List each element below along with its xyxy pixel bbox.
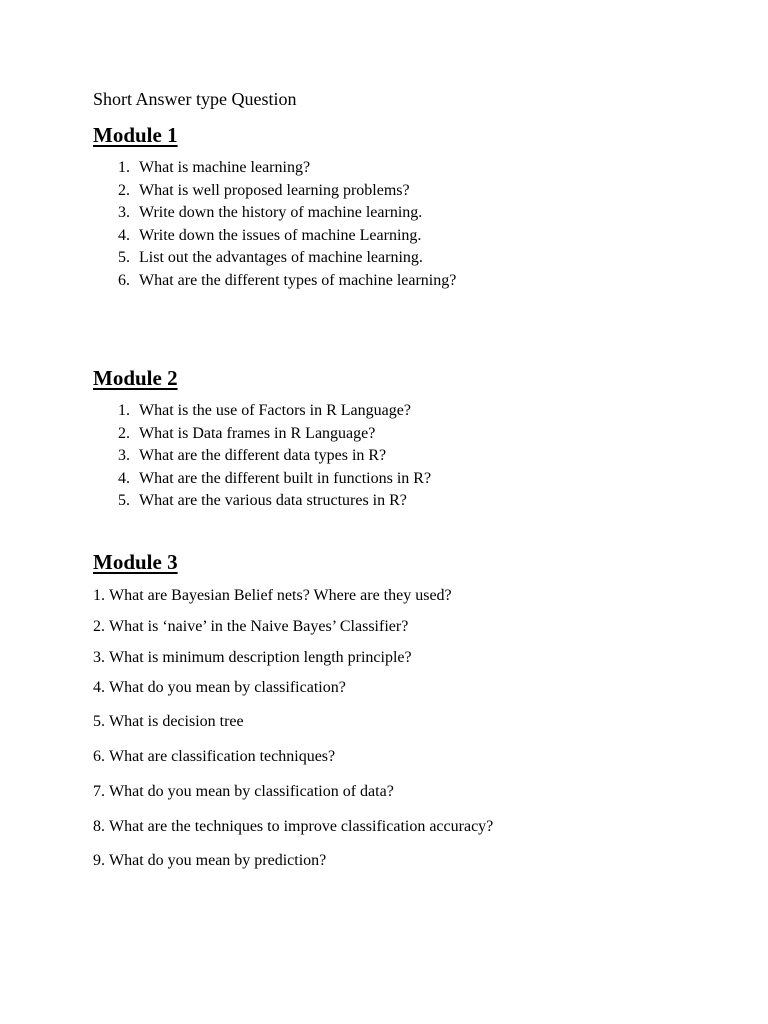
list-item bbox=[93, 747, 335, 767]
question-text: What is well proposed learning problems? bbox=[139, 181, 410, 199]
module-1-heading: Module 1 bbox=[93, 123, 178, 147]
document-title: Short Answer type Question bbox=[93, 89, 297, 109]
question-number: 3. bbox=[118, 204, 130, 222]
list-item bbox=[93, 817, 493, 837]
question-text: What are the different types of machine learning? bbox=[139, 271, 457, 289]
question-number: 1. bbox=[118, 402, 130, 419]
question-text: What are the techniques to improve classification accuracy? bbox=[109, 818, 494, 835]
list-item bbox=[93, 678, 346, 698]
question-text: What is minimum description length principle? bbox=[109, 649, 412, 666]
question-number: 9. bbox=[93, 852, 105, 869]
question-text: Write down the history of machine learning. bbox=[139, 204, 423, 222]
question-number: 1. bbox=[118, 159, 130, 176]
question-number: 2. bbox=[118, 181, 130, 199]
question-text: What are the various data structures in R? bbox=[139, 492, 407, 510]
question-number: 7. bbox=[93, 783, 105, 800]
list-item bbox=[93, 648, 412, 668]
question-number: 5. bbox=[118, 249, 130, 267]
question-text: What are Bayesian Belief nets? Where are they used? bbox=[109, 587, 452, 604]
question-number: 2. bbox=[118, 424, 130, 442]
question-text: What is ‘naive’ in the Naive Bayes’ Classifier? bbox=[109, 618, 409, 635]
question-text: What do you mean by classification of data? bbox=[109, 783, 394, 800]
list-item bbox=[93, 782, 394, 802]
question-text: What do you mean by classification? bbox=[109, 679, 346, 696]
question-number: 8. bbox=[93, 818, 105, 835]
list-item bbox=[93, 712, 244, 732]
question-text: What is decision tree bbox=[109, 713, 244, 730]
question-number: 4. bbox=[93, 679, 105, 696]
question-number: 5. bbox=[93, 713, 105, 730]
question-number: 3. bbox=[93, 649, 105, 666]
question-text: What is Data frames in R Language? bbox=[139, 424, 376, 442]
list-item bbox=[93, 851, 326, 871]
question-number: 2. bbox=[93, 618, 105, 635]
question-text: What are the different data types in R? bbox=[139, 447, 387, 465]
question-number: 4. bbox=[118, 226, 130, 244]
question-number: 6. bbox=[118, 271, 130, 289]
question-number: 5. bbox=[118, 492, 130, 510]
question-number: 6. bbox=[93, 748, 105, 765]
question-number: 4. bbox=[118, 469, 130, 487]
question-number: 3. bbox=[118, 447, 130, 465]
question-text: What are classification techniques? bbox=[109, 748, 336, 765]
module-2-heading: Module 2 bbox=[93, 366, 178, 390]
question-text: What do you mean by prediction? bbox=[109, 852, 327, 869]
question-text: What is machine learning? bbox=[139, 159, 311, 176]
question-text: Write down the issues of machine Learning. bbox=[139, 226, 422, 244]
question-text: What are the different built in functions in R? bbox=[139, 469, 432, 487]
list-item bbox=[93, 617, 408, 637]
module-3-heading: Module 3 bbox=[93, 550, 178, 574]
list-item bbox=[93, 586, 452, 606]
question-text: What is the use of Factors in R Language? bbox=[139, 402, 411, 419]
question-number: 1. bbox=[93, 587, 105, 604]
question-text: List out the advantages of machine learning. bbox=[139, 249, 423, 267]
